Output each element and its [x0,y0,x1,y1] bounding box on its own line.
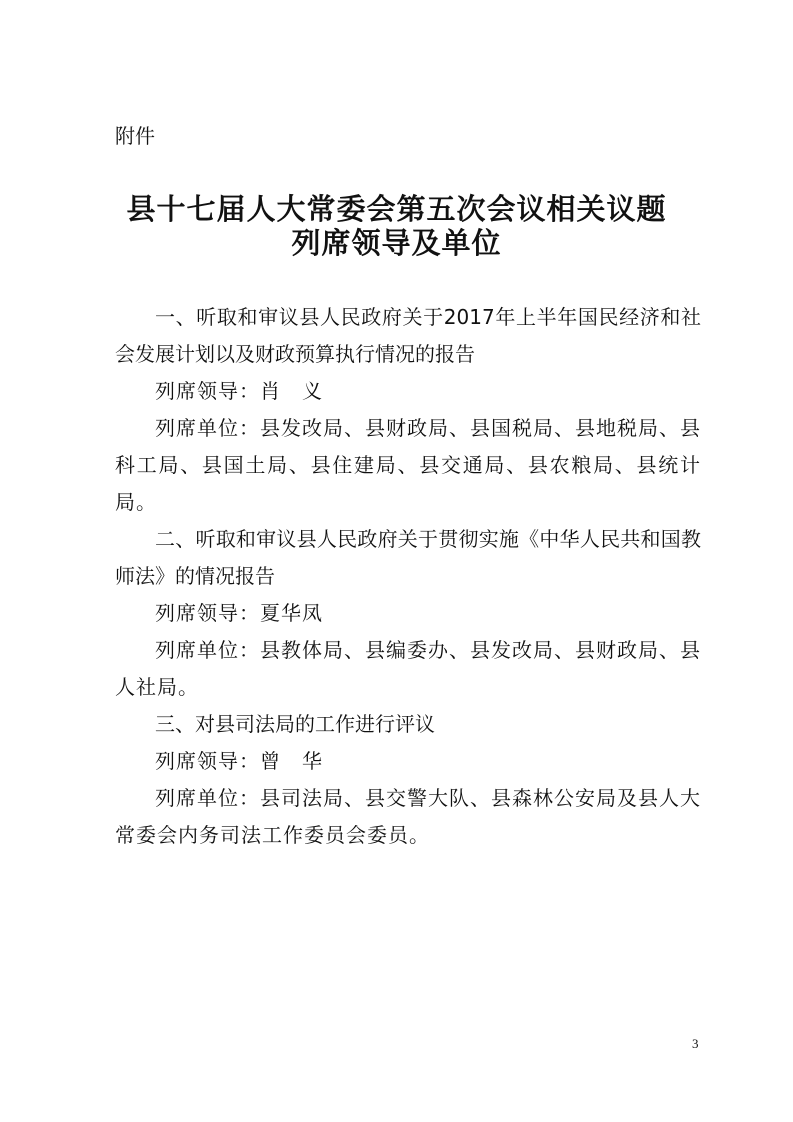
document-title-line-2: 列席领导及单位 [291,226,502,260]
section-2-heading: 二、听取和审议县人民政府关于贯彻实施《中华人民共和国教师法》的情况报告 [115,527,701,588]
section-2-leader: 列席领导：夏华凤 [155,601,323,625]
page-number: 3 [692,1036,699,1051]
section-3-leader: 列席领导：曾 华 [155,749,323,773]
section-3-units: 列席单位：县司法局、县交警大队、县森林公安局及县人大常委会内务司法工作委员会委员。 [115,786,701,847]
section-1-units: 列席单位：县发改局、县财政局、县国税局、县地税局、县科工局、县国土局、县住建局、县交通局、县农粮局、县统计局。 [115,416,701,514]
document-body [115,299,701,854]
section-2-units: 列席单位：县教体局、县编委办、县发改局、县财政局、县人社局。 [115,638,701,699]
attachment-label: 附件 [115,124,155,148]
document-title-line-1: 县十七届人大常委会第五次会议相关议题 [126,192,667,226]
section-1-leader: 列席领导：肖 义 [155,379,323,403]
section-1-heading: 一、听取和审议县人民政府关于2017年上半年国民经济和社会发展计划以及财政预算执行情况的报告 [115,305,701,366]
section-3-heading: 三、对县司法局的工作进行评议 [155,712,435,736]
